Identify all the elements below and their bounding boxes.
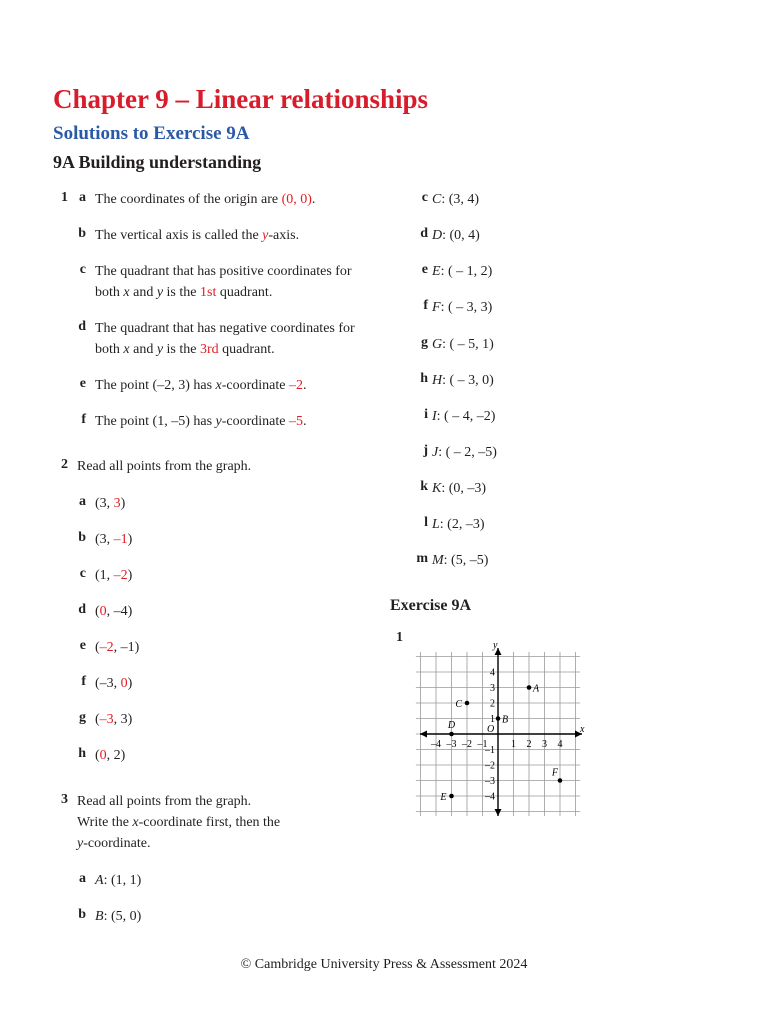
q2-answer — [95, 602, 132, 622]
q1c-line2 — [95, 283, 272, 303]
answer: 0 — [99, 748, 107, 763]
q1d-line1: The quadrant that has negative coordinates for — [95, 321, 355, 336]
q2-text: Read all points from the graph. — [77, 459, 252, 474]
copyright-footer: © Cambridge University Press & Assessment 2024 — [240, 957, 528, 972]
x-tick-label: 4 — [557, 739, 563, 750]
text: is the — [163, 342, 200, 357]
text: ( — [95, 712, 100, 727]
part-label: d — [420, 226, 428, 241]
point-coords: : ( – 4, –2) — [436, 409, 496, 424]
y-tick-label: 3 — [490, 683, 495, 694]
part-label: e — [79, 638, 86, 653]
text: The point (1, –5) has — [95, 414, 216, 429]
point-c — [465, 701, 470, 706]
var: y — [156, 342, 164, 357]
part-label: a — [79, 190, 86, 205]
point-label: F — [551, 767, 558, 779]
point-name: K — [432, 481, 442, 496]
point-coords: : (5, 0) — [103, 909, 142, 924]
part-label: a — [79, 494, 86, 509]
point-name: M — [432, 553, 444, 568]
point-name: F — [432, 300, 441, 315]
answer: (0, 0) — [281, 192, 312, 207]
q2-answer — [95, 746, 125, 766]
var: y — [215, 414, 222, 429]
point-name: C — [432, 192, 442, 207]
question-number: 3 — [61, 792, 68, 807]
answer: y — [262, 228, 269, 243]
q3-line3 — [77, 834, 150, 854]
q1b-text — [95, 226, 299, 246]
q3-answer — [432, 443, 497, 463]
q1a-text — [95, 190, 315, 210]
point-d — [449, 732, 454, 737]
part-label: d — [78, 319, 86, 334]
part-label: b — [78, 530, 86, 545]
text: , — [113, 676, 121, 691]
point-coords: : (3, 4) — [441, 192, 480, 207]
part-label: j — [423, 443, 428, 458]
var: x — [123, 342, 130, 357]
text: ( — [95, 568, 100, 583]
answer: 3 — [113, 496, 121, 511]
q3-answer — [432, 407, 495, 427]
question-number: 2 — [61, 457, 68, 472]
text: ) — [127, 676, 133, 691]
text: , — [106, 496, 114, 511]
answer: –2 — [99, 640, 114, 655]
text: . — [303, 378, 307, 393]
part-label: b — [78, 226, 86, 241]
point-coords: : (0, –3) — [441, 481, 487, 496]
text: 3 — [99, 532, 107, 547]
point-a — [527, 685, 532, 690]
text: is the — [163, 285, 200, 300]
answer: 0 — [99, 604, 107, 619]
q2-answer — [95, 674, 132, 694]
text: ) — [127, 568, 133, 583]
text: ) — [134, 640, 140, 655]
q2-answer — [95, 566, 132, 586]
answer: 3rd — [200, 342, 219, 357]
part-label: g — [421, 335, 428, 350]
answer: 1st — [200, 285, 217, 300]
point-coords: : (1, 1) — [103, 873, 142, 888]
q3-answer — [432, 335, 494, 355]
y-tick-label: 1 — [490, 714, 495, 725]
text: –3 — [99, 676, 114, 691]
text: , — [106, 568, 114, 583]
text: ( — [95, 748, 100, 763]
text: , — [106, 604, 114, 619]
exercise-question-number: 1 — [396, 630, 403, 645]
part-label: d — [78, 602, 86, 617]
part-label: m — [416, 551, 428, 566]
text: , — [113, 712, 121, 727]
text: -coordinate — [221, 414, 289, 429]
point-coords: : (0, 4) — [442, 228, 480, 243]
q3-answer — [95, 871, 141, 891]
point-name: J — [432, 445, 439, 460]
part-label: e — [421, 262, 428, 277]
text: -axis. — [268, 228, 300, 243]
point-name: B — [95, 909, 104, 924]
y-tick-label: –3 — [485, 776, 495, 787]
chapter-title: Chapter 9 – Linear relationships — [53, 84, 429, 114]
point-coords: : (5, –5) — [443, 553, 489, 568]
text: The vertical axis is called the — [95, 228, 263, 243]
var: x — [132, 815, 139, 830]
q3-answer — [432, 515, 485, 535]
q3-answer — [432, 226, 480, 246]
answer: –2 — [289, 378, 303, 393]
text: 3 — [99, 496, 107, 511]
x-tick-label: 3 — [542, 739, 547, 750]
q1c-line1: The quadrant that has positive coordinates for — [95, 264, 352, 279]
y-tick-label: –1 — [485, 745, 495, 756]
q3-line1: Read all points from the graph. — [77, 794, 252, 809]
text: ) — [127, 532, 133, 547]
point-name: G — [432, 337, 443, 352]
text: The coordinates of the origin are — [95, 192, 282, 207]
answer: –1 — [113, 532, 128, 547]
point-name: L — [432, 517, 440, 532]
x-tick-label: –2 — [462, 739, 472, 750]
point-coords: : ( – 1, 2) — [440, 264, 493, 279]
text: ) — [127, 712, 133, 727]
point-coords: : ( – 5, 1) — [442, 337, 494, 352]
q3-answer — [95, 907, 141, 927]
text: , — [113, 640, 121, 655]
x-tick-label: –3 — [446, 739, 457, 750]
q1d-line2 — [95, 340, 275, 360]
text: ( — [95, 640, 100, 655]
text: ( — [95, 532, 100, 547]
point-label: E — [440, 792, 447, 803]
section-title: 9A Building understanding — [53, 152, 262, 172]
part-label: c — [79, 566, 86, 581]
text: –4 — [113, 604, 128, 619]
point-coords: : ( – 3, 3) — [440, 300, 493, 315]
part-label: i — [424, 407, 428, 422]
text: ) — [120, 748, 126, 763]
var: y — [156, 285, 164, 300]
q2-answer — [95, 638, 139, 658]
answer: 0 — [120, 676, 128, 691]
text: ( — [95, 604, 100, 619]
point-f — [558, 778, 563, 783]
y-tick-label: 2 — [490, 698, 495, 710]
point-label: A — [533, 683, 540, 695]
x-tick-label: –4 — [431, 739, 441, 750]
point-name: I — [432, 409, 437, 424]
x-tick-label: 2 — [526, 739, 532, 750]
part-label: g — [79, 710, 86, 725]
part-label: f — [81, 412, 86, 427]
text: both — [95, 285, 124, 300]
text: . — [303, 414, 307, 429]
q1e-text — [95, 376, 307, 396]
var: x — [123, 285, 130, 300]
text: -coordinate first, then the — [138, 815, 281, 830]
origin-label: O — [487, 724, 495, 735]
q3-line2 — [77, 813, 280, 833]
exercise-heading: Exercise 9A — [390, 597, 472, 614]
q3-answer — [432, 479, 486, 499]
point-e — [449, 794, 454, 799]
text: The point (–2, 3) has — [95, 378, 216, 393]
point-coords: : ( – 2, –5) — [438, 445, 497, 460]
x-tick-label: 1 — [511, 739, 516, 750]
text: ) — [120, 496, 126, 511]
text: . — [311, 192, 316, 207]
point-b — [496, 716, 501, 721]
text: both — [95, 342, 124, 357]
point-name: A — [95, 873, 104, 888]
text: ) — [127, 604, 133, 619]
answer: –5 — [289, 414, 303, 429]
x-axis-arrow-left — [420, 731, 427, 738]
answer: –2 — [113, 568, 128, 583]
point-label: C — [455, 699, 462, 710]
text: 3 — [120, 712, 128, 727]
point-coords: : ( – 3, 0) — [442, 373, 494, 388]
part-label: b — [78, 907, 86, 922]
y-tick-label: 4 — [490, 667, 495, 679]
q2-answer — [95, 530, 132, 550]
q3-answer — [432, 371, 494, 391]
point-label: D — [447, 720, 456, 731]
q3-answer — [432, 190, 479, 210]
point-label: B — [502, 714, 509, 726]
text: -coordinate — [221, 378, 289, 393]
q1f-text — [95, 412, 307, 432]
text: and — [129, 342, 157, 357]
part-label: h — [420, 371, 428, 386]
x-tick-label: –1 — [477, 739, 488, 750]
answer: –3 — [99, 712, 114, 727]
part-label: f — [81, 674, 86, 689]
text: -coordinate. — [83, 836, 151, 851]
part-label: l — [424, 515, 428, 530]
text: 2 — [113, 748, 121, 763]
part-label: f — [423, 298, 428, 313]
text: ( — [95, 496, 100, 511]
text: quadrant. — [218, 342, 275, 357]
text: , — [106, 748, 114, 763]
text: ( — [95, 676, 100, 691]
var: y — [77, 836, 84, 851]
part-label: h — [78, 746, 86, 761]
q2-answer — [95, 494, 125, 514]
part-label: a — [79, 871, 86, 886]
text: quadrant. — [216, 285, 273, 300]
q3-answer — [432, 551, 488, 571]
point-coords: : (2, –3) — [439, 517, 485, 532]
part-label: e — [79, 376, 86, 391]
x-axis-label: x — [580, 724, 585, 735]
y-axis-arrow-down — [495, 809, 502, 816]
q2-answer — [95, 710, 132, 730]
y-tick-label: –4 — [485, 791, 495, 803]
y-tick-label: –2 — [485, 760, 495, 772]
coordinate-graph — [412, 634, 592, 818]
text: , — [106, 532, 114, 547]
point-name: H — [432, 373, 443, 388]
part-label: k — [420, 479, 428, 494]
var: x — [215, 378, 222, 393]
text: –1 — [120, 640, 135, 655]
question-number: 1 — [61, 190, 68, 205]
solutions-title: Solutions to Exercise 9A — [53, 123, 250, 144]
text: 1 — [99, 568, 107, 583]
text: and — [129, 285, 157, 300]
q3-answer — [432, 298, 492, 318]
y-axis-label: y — [493, 640, 498, 651]
part-label: c — [421, 190, 428, 205]
point-name: D — [432, 228, 443, 243]
part-label: c — [79, 262, 86, 277]
point-name: E — [432, 264, 441, 279]
text: Write the — [77, 815, 133, 830]
q3-answer — [432, 262, 492, 282]
